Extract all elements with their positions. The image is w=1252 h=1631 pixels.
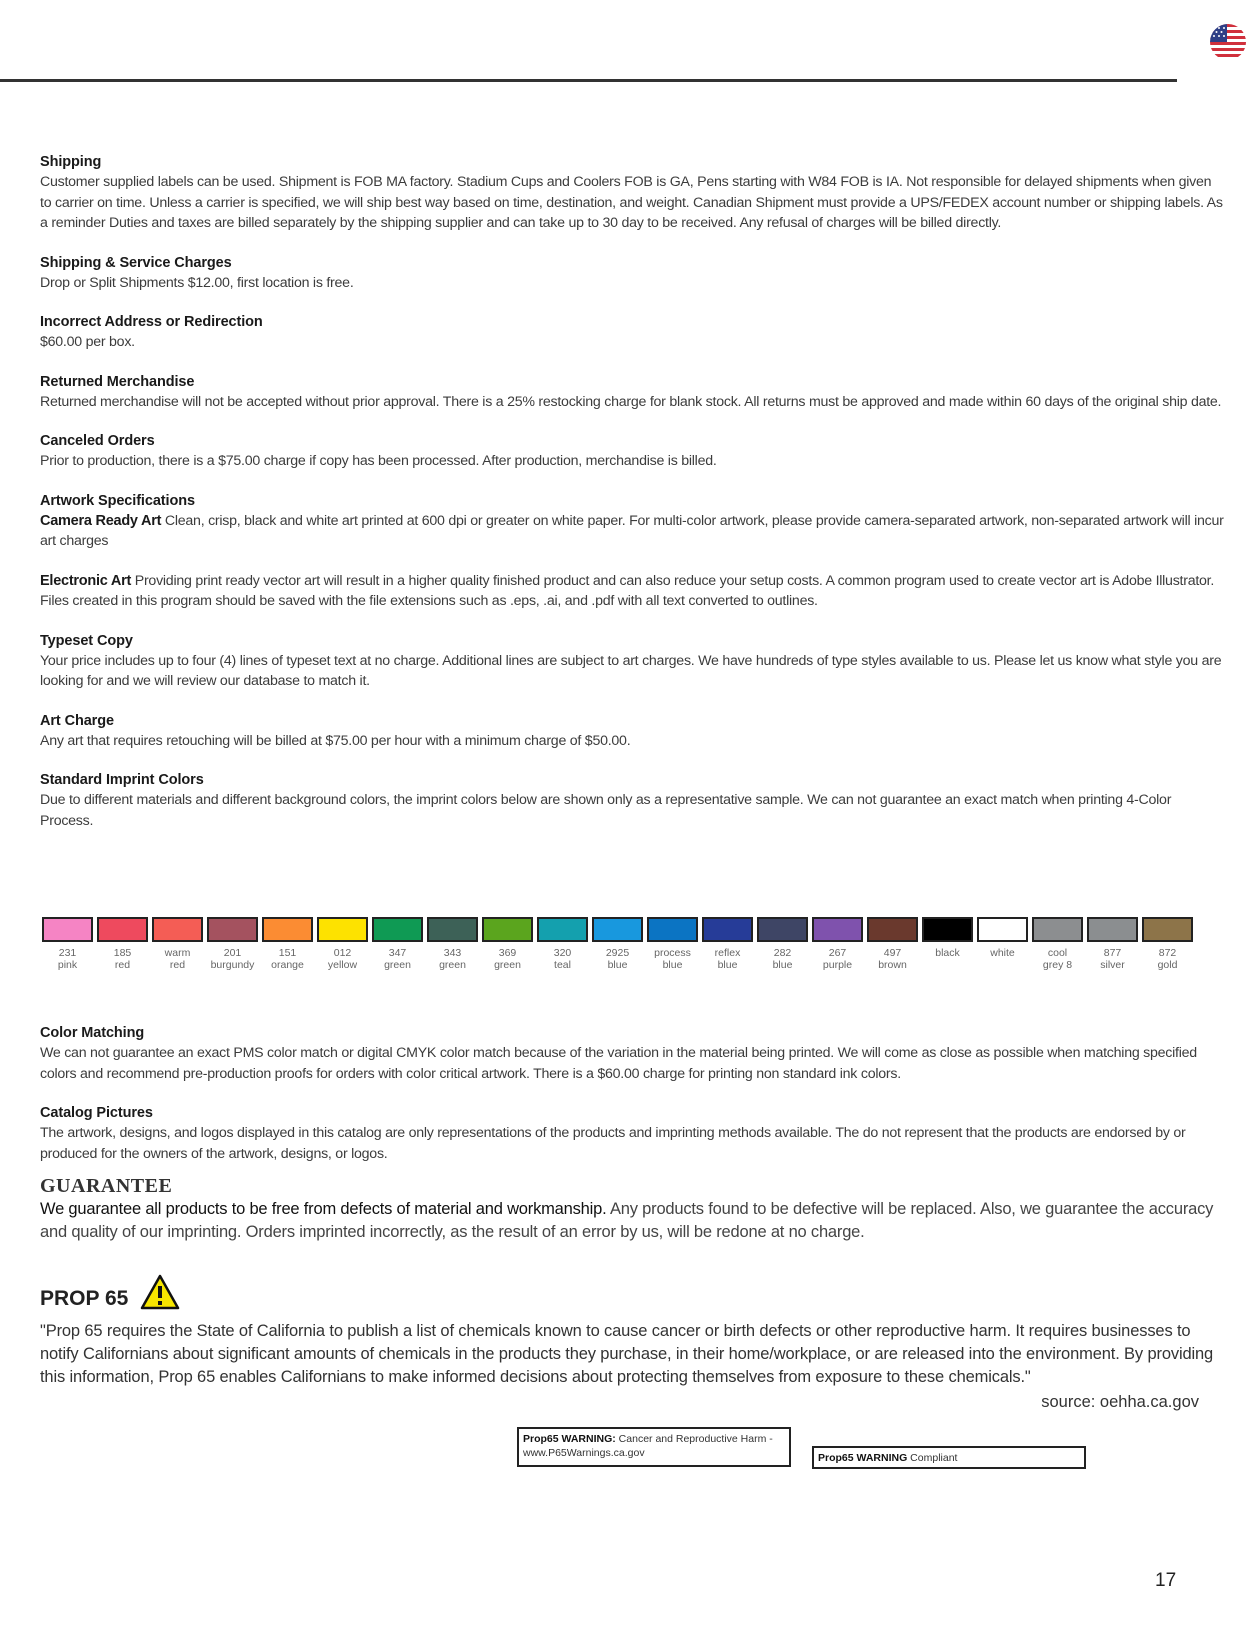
camera-ready-art-label: Camera Ready Art: [40, 512, 162, 529]
returned-merchandise-section: [40, 372, 1225, 413]
color-name: green: [439, 959, 466, 971]
us-flag-icon: [1210, 24, 1246, 60]
warning-label-bold: Prop65 WARNING:: [523, 1433, 616, 1445]
prop65-compliant-label: [812, 1446, 1086, 1469]
section-text: Drop or Split Shipments $12.00, first location is free.: [40, 274, 354, 291]
section-text: Returned merchandise will not be accepted without prior approval. There is a 25% restocking charge for blank stock. All returns must be approved and made within 60 days of the original ship date.: [40, 393, 1222, 410]
canceled-orders-section: [40, 431, 1225, 472]
section-text: [40, 571, 1225, 612]
section-text: [40, 511, 1225, 552]
section-text: Prior to production, there is a $75.00 charge if copy has been processed. After production, merchandise is billed.: [40, 453, 717, 469]
color-swatch: [755, 917, 810, 971]
color-name: gold: [1157, 959, 1178, 971]
shipping-charges-section: [40, 253, 1225, 294]
typeset-copy-section: [40, 631, 1225, 692]
color-chip: [922, 917, 973, 942]
color-chip: [1142, 917, 1193, 942]
color-chip: [977, 917, 1028, 942]
color-name: purple: [822, 959, 853, 971]
prop65-header: [40, 1282, 180, 1315]
color-name: silver: [1100, 959, 1125, 971]
color-code: 497: [883, 947, 902, 959]
color-code: 347: [388, 947, 407, 959]
section-text: Your price includes up to four (4) lines of typeset text at no charge. Additional lines are subject to art charges. We have hundreds of type styles available to us. Please let us know what style you are looking for and we will review our database to match it.: [40, 652, 1222, 689]
color-chip: [317, 917, 368, 942]
prop65-title: PROP 65: [40, 1286, 129, 1310]
color-name: teal: [554, 959, 571, 971]
color-swatch: [1030, 917, 1085, 971]
color-name: red: [114, 959, 131, 971]
header-rule: [0, 79, 1177, 82]
electronic-art-label: Electronic Art: [40, 572, 132, 589]
color-swatch: [865, 917, 920, 971]
color-name: blue: [717, 959, 738, 971]
color-code: 012: [333, 947, 352, 959]
color-swatch: [370, 917, 425, 971]
color-name: yellow: [327, 959, 358, 971]
color-chip: [482, 917, 533, 942]
color-chip: [867, 917, 918, 942]
section-heading: Color Matching: [40, 1025, 145, 1041]
color-name: red: [169, 959, 186, 971]
warning-label-text: Cancer and Reproductive Harm - www.P65Warnings.ca.gov: [523, 1433, 773, 1459]
section-heading: Incorrect Address or Redirection: [40, 314, 263, 330]
section-heading: Shipping: [40, 154, 102, 170]
artwork-specifications-section: [40, 491, 1225, 552]
color-chip: [1087, 917, 1138, 942]
color-swatch: [535, 917, 590, 971]
color-code: 343: [443, 947, 462, 959]
color-name: blue: [607, 959, 628, 971]
color-name: grey 8: [1042, 959, 1073, 971]
guarantee-body-text: Any products found to be defective will be replaced. Also, we guarantee the accuracy and quality of our imprinting. Orders imprinted incorrectly, as the result of an error by us, will be redone at no charge.: [40, 1200, 1214, 1241]
color-name: burgundy: [210, 959, 255, 971]
color-swatch: [975, 917, 1030, 971]
color-swatch: [315, 917, 370, 971]
color-name: pink: [57, 959, 78, 971]
color-code: 201: [223, 947, 242, 959]
color-chip: [812, 917, 863, 942]
color-chip: [42, 917, 93, 942]
color-swatch: [260, 917, 315, 971]
color-swatch: [590, 917, 645, 971]
imprint-color-swatches: [40, 917, 1195, 971]
shipping-section: [40, 152, 1225, 234]
section-text: Due to different materials and different background colors, the imprint colors below are shown only as a representative sample. We can not guarantee an exact match when printing 4-Color Process.: [40, 792, 1172, 829]
color-chip: [372, 917, 423, 942]
color-name: brown: [878, 959, 907, 971]
section-heading: Canceled Orders: [40, 433, 155, 449]
guarantee-text: [40, 1198, 1225, 1244]
color-swatch: [205, 917, 260, 971]
section-text: We can not guarantee an exact PMS color match or digital CMYK color match because of the variation in the material being printed. We will come as close as possible when matching specified colors and recommend pre-production proofs for orders with color critical artwork. There is a $60.00 charge for printing non standard ink colors.: [40, 1045, 1197, 1082]
color-chip: [262, 917, 313, 942]
color-name: blue: [772, 959, 793, 971]
color-chip: [647, 917, 698, 942]
policy-content: [40, 152, 1225, 850]
color-swatch: [1085, 917, 1140, 971]
color-chip: [592, 917, 643, 942]
warning-icon: [140, 1274, 180, 1315]
electronic-art-text: Providing print ready vector art will result in a higher quality finished product and can also reduce your setup costs. A common program used to create vector art is Adobe Illustrator. Files created in this program should be saved with the file extensions such as .eps, .ai, and .pdf with all text converted to outlines.: [40, 572, 1215, 609]
color-swatch: [1140, 917, 1195, 971]
catalog-pictures-section: [40, 1103, 1225, 1164]
incorrect-address-section: [40, 312, 1225, 353]
color-chip: [152, 917, 203, 942]
color-code: 282: [773, 947, 792, 959]
color-swatch: [95, 917, 150, 971]
color-name: orange: [271, 959, 304, 971]
color-chip: [702, 917, 753, 942]
color-code: 185: [113, 947, 132, 959]
guarantee-strong-text: We guarantee all products to be free from defects of material and workmanship.: [40, 1200, 607, 1218]
color-swatch: [810, 917, 865, 971]
art-charge-section: [40, 711, 1225, 752]
electronic-art-section: [40, 571, 1225, 612]
color-code: 877: [1103, 947, 1122, 959]
color-code: 872: [1158, 947, 1177, 959]
guarantee-heading: GUARANTEE: [40, 1175, 173, 1197]
color-swatch: [480, 917, 535, 971]
color-chip: [1032, 917, 1083, 942]
section-heading: Typeset Copy: [40, 632, 133, 649]
section-heading: Returned Merchandise: [40, 373, 195, 390]
color-code: cool: [1047, 947, 1068, 959]
color-code: 151: [278, 947, 297, 959]
color-chip: [97, 917, 148, 942]
section-heading: Standard Imprint Colors: [40, 772, 204, 788]
imprint-colors-section: [40, 770, 1225, 831]
color-code: 369: [498, 947, 517, 959]
compliant-label-bold: Prop65 WARNING: [818, 1452, 908, 1464]
section-heading: Catalog Pictures: [40, 1105, 153, 1121]
color-swatch: [700, 917, 755, 971]
section-text: Customer supplied labels can be used. Shipment is FOB MA factory. Stadium Cups and Coolers FOB is GA, Pens starting with W84 FOB is IA. Not responsible for delayed shipments when given to carrier on time. Unless a carrier is specified, we will ship best way based on time, destination, and weight. Canadian Shipment must provide a UPS/FEDEX account number or shipping labels. As a reminder Duties and taxes are billed separately by the shipping supplier and can take up to 30 day to be received. Any refusal of charges will be billed directly.: [40, 174, 1223, 231]
color-name: green: [384, 959, 411, 971]
color-code: black: [935, 947, 960, 959]
page-number: 17: [1155, 1570, 1177, 1591]
color-code: process: [654, 947, 691, 959]
color-swatch: [150, 917, 205, 971]
color-swatch: [40, 917, 95, 971]
color-name: blue: [662, 959, 683, 971]
color-code: warm: [164, 947, 191, 959]
lower-content: [40, 1023, 1225, 1244]
color-chip: [757, 917, 808, 942]
section-heading: Artwork Specifications: [40, 492, 195, 509]
section-text: $60.00 per box.: [40, 334, 135, 350]
prop65-warning-label: [517, 1427, 791, 1467]
section-text: The artwork, designs, and logos displayed in this catalog are only representations of the products and imprinting methods available. The do not represent that the products are endorsed by or produced for the owners of the artwork, designs, or logos.: [40, 1125, 1186, 1162]
prop65-source: source: oehha.ca.gov: [1041, 1393, 1199, 1411]
color-chip: [207, 917, 258, 942]
color-swatch: [645, 917, 700, 971]
section-text: Any art that requires retouching will be billed at $75.00 per hour with a minimum charge of $50.00.: [40, 732, 631, 749]
color-chip: [537, 917, 588, 942]
section-heading: Art Charge: [40, 712, 114, 729]
color-swatch: [920, 917, 975, 971]
prop65-text: "Prop 65 requires the State of California to publish a list of chemicals known to cause cancer or birth defects or other reproductive harm. It requires businesses to notify Californians about significant amounts of chemicals in the products they purchase, in their home/workplace, or are released into the environment. By providing this information, Prop 65 enables Californians to make informed decisions about protecting themselves from exposure to these chemicals.": [40, 1322, 1214, 1386]
compliant-label-text: Compliant: [907, 1452, 958, 1464]
color-swatch: [425, 917, 480, 971]
color-chip: [427, 917, 478, 942]
color-code: white: [990, 947, 1015, 959]
color-code: 320: [553, 947, 572, 959]
color-code: 231: [58, 947, 77, 959]
section-heading: Shipping & Service Charges: [40, 254, 232, 271]
color-code: 2925: [605, 947, 630, 959]
camera-ready-art-text: Clean, crisp, black and white art printed at 600 dpi or greater on white paper. For multi-color artwork, please provide camera-separated artwork, non-separated artwork will incur art charges: [40, 512, 1224, 549]
color-code: reflex: [714, 947, 741, 959]
color-matching-section: [40, 1023, 1225, 1084]
color-name: green: [494, 959, 521, 971]
color-code: 267: [828, 947, 847, 959]
